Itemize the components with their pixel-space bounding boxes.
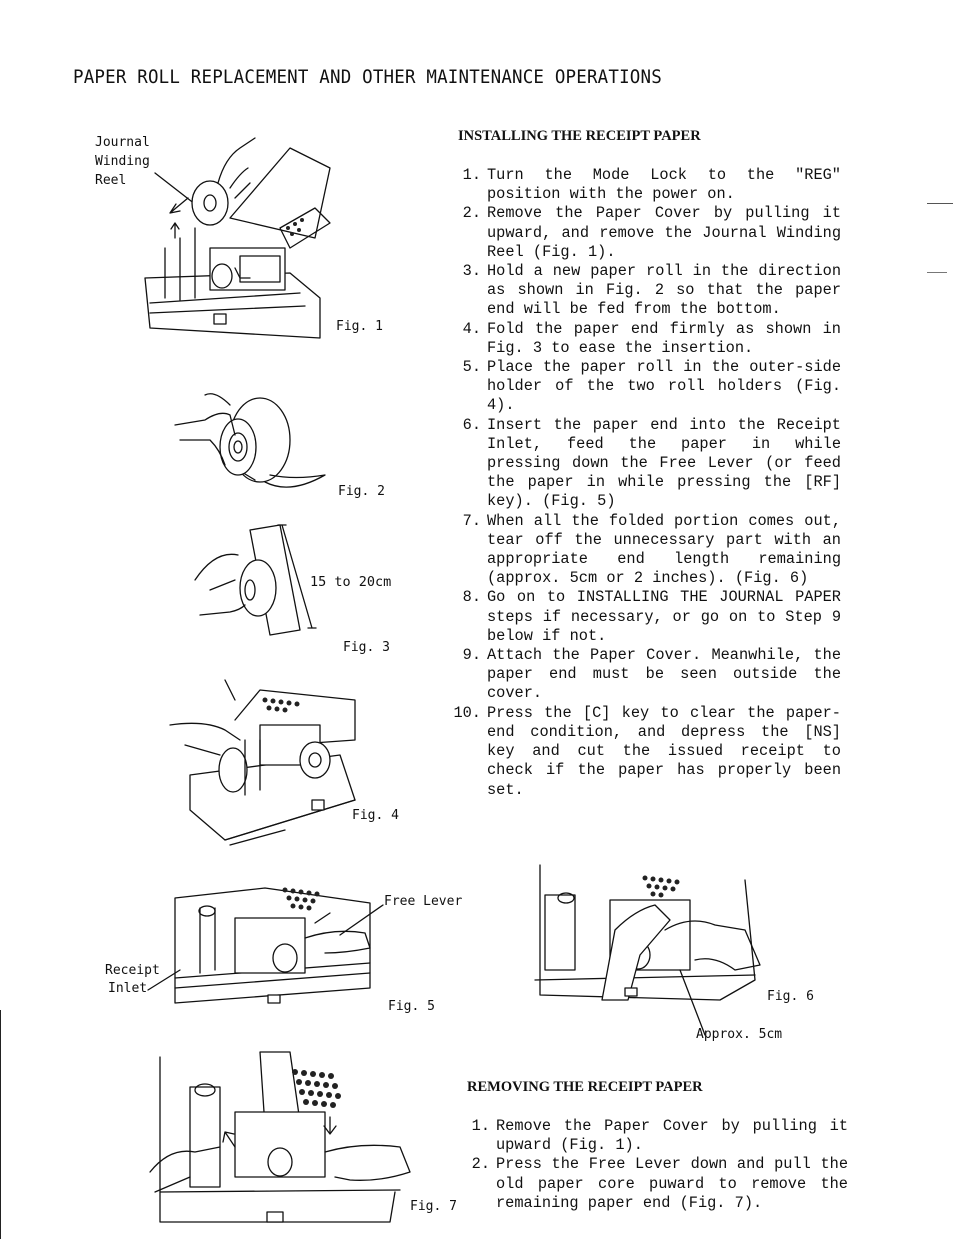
edge-mark xyxy=(927,203,953,204)
step-number: 4. xyxy=(462,319,481,338)
step-text: Press the [C] key to clear the paper-end condition, and depress the [NS] key and cut the issued receipt to check if the paper has properly been set. xyxy=(487,703,841,799)
step-item xyxy=(450,646,841,704)
free-lever-label: Free Lever xyxy=(384,894,463,909)
step-number: 2. xyxy=(471,1155,490,1174)
step-text: Attach the Paper Cover. Meanwhile, the paper end must be seen outside the cover. xyxy=(487,646,841,703)
fig5-illustration xyxy=(165,878,380,1008)
step-number: 2. xyxy=(462,204,481,223)
step-item xyxy=(450,166,841,204)
fig3-dimension-label: 15 to 20cm xyxy=(310,574,392,590)
approx-5cm-label: Approx. 5cm xyxy=(696,1027,783,1042)
fig2-illustration xyxy=(170,385,330,505)
fig1-caption: Fig. 1 xyxy=(336,319,383,334)
fig7-illustration xyxy=(150,1052,410,1227)
page-title: PAPER ROLL REPLACEMENT AND OTHER MAINTENANCE OPERATIONS xyxy=(73,66,662,88)
receipt-inlet-leader-line xyxy=(145,960,185,1000)
installing-heading: INSTALLING THE RECEIPT PAPER xyxy=(458,128,701,144)
step-item xyxy=(459,1155,848,1213)
step-item xyxy=(450,512,841,589)
step-number: 7. xyxy=(462,511,481,530)
fig6-caption: Fig. 6 xyxy=(767,989,814,1004)
step-item xyxy=(450,588,841,646)
step-number: 1. xyxy=(471,1117,490,1135)
step-text: Remove the Paper Cover by pulling it upward (Fig. 1). xyxy=(496,1117,848,1155)
step-item xyxy=(450,416,841,512)
journal-winding-reel-label: Journal Winding Reel xyxy=(95,135,150,188)
step-item xyxy=(450,262,841,320)
step-text: Fold the paper end firmly as shown in Fig. 3 to ease the insertion. xyxy=(487,319,841,357)
fig7-caption: Fig. 7 xyxy=(410,1199,457,1214)
step-text: Insert the paper end into the Receipt Inlet, feed the paper in while pressing down the Free Lever (or feed the paper in while pressing the [RF] key). (Fig. 5) xyxy=(487,415,841,511)
fig2-caption: Fig. 2 xyxy=(338,484,385,499)
step-text: Go on to INSTALLING THE JOURNAL PAPER steps if necessary, or go on to Step 9 below if not. xyxy=(487,588,841,645)
step-number: 3. xyxy=(462,262,481,281)
fig3-illustration xyxy=(190,520,330,645)
left-edge-line xyxy=(0,1010,1,1239)
step-number: 9. xyxy=(462,646,481,665)
installing-steps-list xyxy=(450,166,841,800)
removing-heading: REMOVING THE RECEIPT PAPER xyxy=(467,1079,703,1095)
fig3-caption: Fig. 3 xyxy=(343,640,390,655)
step-text: Place the paper roll in the outer-side holder of the two roll holders (Fig. 4). xyxy=(487,358,841,415)
step-number: 8. xyxy=(462,588,481,607)
step-item xyxy=(459,1117,848,1155)
fig4-illustration xyxy=(165,680,365,850)
step-number: 5. xyxy=(462,358,481,377)
free-lever-leader-line xyxy=(335,900,385,940)
step-text: Hold a new paper roll in the direction as shown in Fig. 2 so that the paper end will be fed from the bottom. xyxy=(487,262,841,319)
removing-steps-list xyxy=(459,1117,848,1213)
fig1-illustration xyxy=(140,128,330,343)
step-item xyxy=(450,358,841,416)
step-text: Press the Free Lever down and pull the old paper core puward to remove the remaining paper end (Fig. 7). xyxy=(496,1155,848,1212)
step-text: Turn the Mode Lock to the "REG" position with the power on. xyxy=(487,166,841,204)
fig5-caption: Fig. 5 xyxy=(388,999,435,1014)
step-item xyxy=(450,204,841,262)
step-number: 1. xyxy=(462,166,481,184)
step-item xyxy=(450,320,841,358)
step-text: Remove the Paper Cover by pulling it upward, and remove the Journal Winding Reel (Fig. 1). xyxy=(487,204,841,261)
edge-mark xyxy=(927,272,947,273)
step-number: 10. xyxy=(453,703,481,722)
fig4-caption: Fig. 4 xyxy=(352,808,399,823)
fig6-illustration xyxy=(520,860,765,1010)
step-item xyxy=(450,704,841,800)
receipt-inlet-label: Receipt Inlet xyxy=(105,963,160,996)
step-text: When all the folded portion comes out, tear off the unnecessary part with an appropriate end length remaining (approx. 5cm or 2 inches). (Fig. 6) xyxy=(487,511,841,588)
step-number: 6. xyxy=(462,415,481,434)
